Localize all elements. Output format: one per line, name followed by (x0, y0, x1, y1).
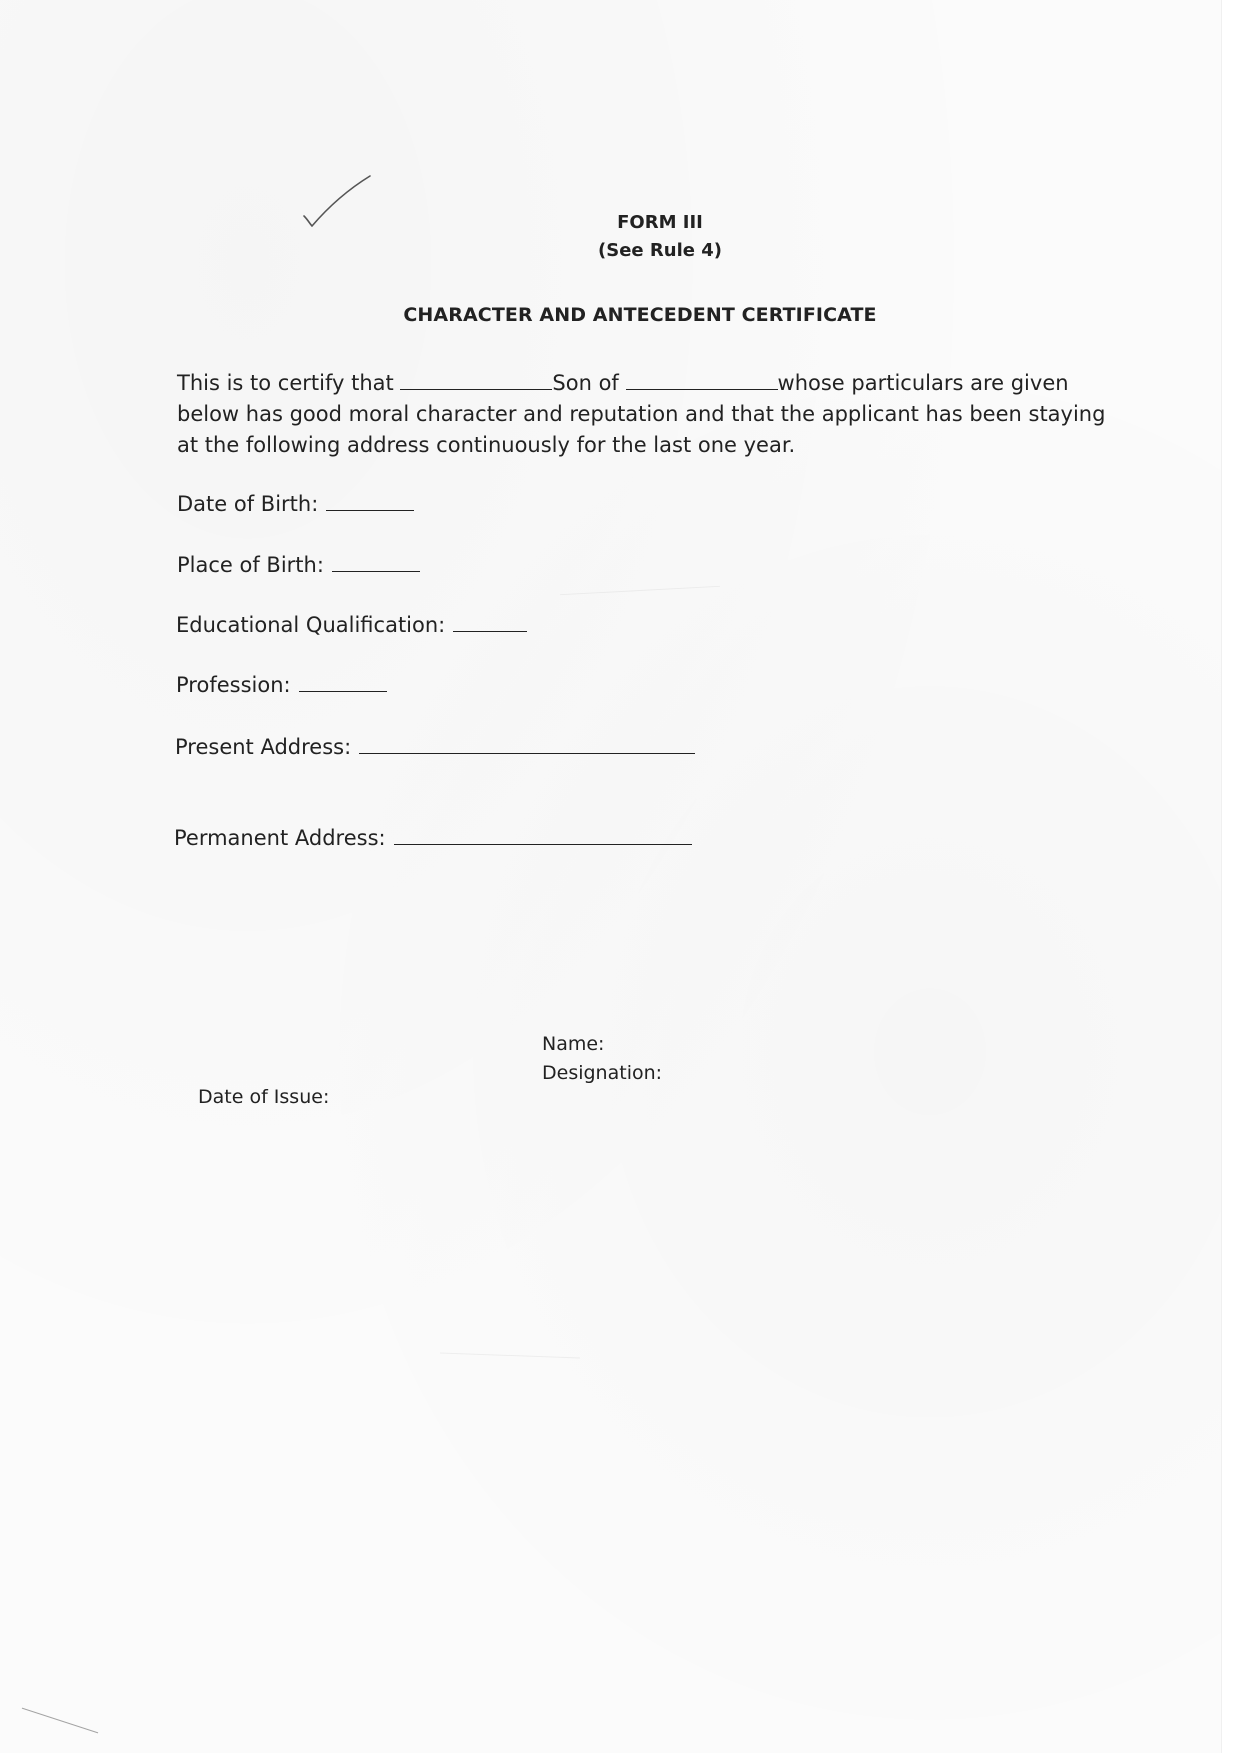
certify-text: This is to certify that (177, 371, 401, 395)
educational-qualification-field (176, 613, 527, 637)
date-of-birth-label: Date of Birth: (177, 492, 319, 516)
educational-qualification-blank[interactable] (453, 613, 527, 632)
certification-paragraph (177, 368, 1107, 461)
document-title: CHARACTER AND ANTECEDENT CERTIFICATE (403, 304, 877, 326)
profession-blank[interactable] (299, 673, 387, 692)
educational-qualification-label: Educational Qualification: (176, 613, 446, 637)
form-number: FORM III (617, 212, 703, 233)
signatory-block (542, 1030, 662, 1088)
permanent-address-blank[interactable] (394, 826, 692, 845)
present-address-blank[interactable] (359, 735, 695, 754)
place-of-birth-field (177, 553, 420, 577)
place-of-birth-blank[interactable] (332, 553, 420, 572)
date-of-birth-blank[interactable] (326, 492, 414, 511)
profession-label: Profession: (176, 673, 291, 697)
present-address-field (175, 735, 695, 759)
particulars-text: whose particulars are given below has good moral character and reputation and that the applicant has been staying at the following address continuously for the last one year. (177, 371, 1106, 457)
present-address-label: Present Address: (175, 735, 352, 759)
date-of-issue-label: Date of Issue: (198, 1086, 330, 1108)
permanent-address-label: Permanent Address: (174, 826, 386, 850)
paper-edge (1221, 0, 1240, 1753)
permanent-address-field (174, 826, 692, 850)
applicant-name-blank[interactable] (400, 371, 552, 390)
date-of-birth-field (177, 492, 414, 516)
father-name-blank[interactable] (626, 371, 778, 390)
signatory-name-label: Name: (542, 1033, 605, 1055)
profession-field (176, 673, 387, 697)
place-of-birth-label: Place of Birth: (177, 553, 324, 577)
rule-reference: (See Rule 4) (598, 240, 722, 261)
son-of-text: Son of (552, 371, 626, 395)
signatory-designation-label: Designation: (542, 1062, 663, 1084)
